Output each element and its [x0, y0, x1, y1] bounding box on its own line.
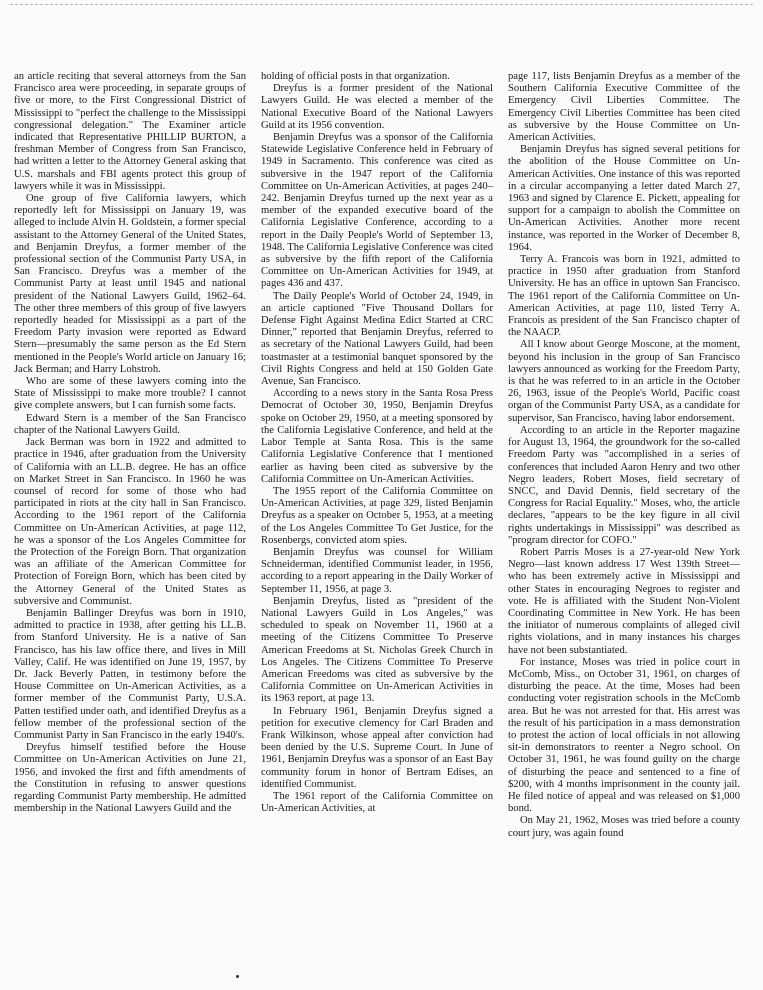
scan-speck	[236, 975, 239, 978]
paragraph: Benjamin Ballinger Dreyfus was born in 1910, admitted to practice in 1938, after getting his LL.B. from Stanford University. He is a native of San Francisco, has his law office there, and lives in Mill Valley, Calif. He was identified on June 19, 1957, by Dr. Jack Beverly Patten, in testimony before the House Committee on Un-American Activities, as a former member of the Communist Party, U.S.A. Patten testified under oath, and identified Dreyfus as a fellow member of the professional section of the Communist Party in San Francisco in the early 1940's.	[14, 607, 246, 741]
paragraph: For instance, Moses was tried in police court in McComb, Miss., on October 31, 1961, on charges of disturbing the peace. At the time, Moses had been conducting voter registration schools in the McComb area. But he was not arrested for that. His arrest was the result of his participation in a mass demonstration to protest the action of local officials in not allowing sit-in demonstrators to reenter a Negro school. On October 31, 1961, he was found guilty on the charge of disturbing the peace and sentenced to a fine of $200, with 4 months imprisonment in the county jail. He filed notice of appeal and was released on $1,000 bond.	[508, 656, 740, 815]
paragraph: Dreyfus himself testified before the House Committee on Un-American Activities on June 21, 1956, and invoked the first and fifth amendments of the Constitution in refusing to answer questions regarding Communist Party membership. He admitted membership in the National Lawyers Guild and the	[14, 742, 246, 815]
top-border-line	[10, 4, 753, 5]
paragraph: The 1955 report of the California Committee on Un-American Activities, at page 329, listed Benjamin Dreyfus as a speaker on October 5, 1953, at a meeting of the Los Angeles Committee To Get Justice, for the Rosenbergs, convicted atom spies.	[261, 485, 493, 546]
paragraph: Robert Parris Moses is a 27-year-old New York Negro—last known address 17 West 139th Street—who has been extremely active in Mississippi and other States in encouraging Negroes to register and vote. He is affiliated with the Student Non-Violent Coordinating Committee in New York. He has been the initiator of numerous complaints of alleged civil rights violations, and in many instances his charges have not been substantiated.	[508, 546, 740, 656]
paragraph: an article reciting that several attorneys from the San Francisco area were proceeding, in separate groups of five or more, to the First Congressional District of Mississippi to "perfect the challenge to the Mississippi congressional delegation." The Examiner article indicated that Representative PHILLIP BURTON, a freshman Member of Congress from San Francisco, had written a letter to the Attorney General asking that U.S. marshals and FBI agents protect this group of lawyers while it was in Mississippi.	[14, 71, 246, 192]
paragraph: holding of official posts in that organization.	[261, 71, 450, 82]
paragraph: Benjamin Dreyfus, listed as "president of the National Lawyers Guild in Los Angeles," was scheduled to speak on November 11, 1960 at a meeting of the Citizens Committee To Preserve American Freedoms at St. Nicholas Greek Church in Los Angeles. The Citizens Committee To Preserve American Freedoms was cited as subversive by the California Committee on Un-American Activities in its 1963 report, at page 13.	[261, 595, 493, 705]
paragraph: According to an article in the Reporter magazine for August 13, 1964, the groundwork for the so-called Freedom Party was "accomplished in a series of conferences that included Aaron Henry and two other Negro leaders, Robert Moses, field secretary of SNCC, and David Dennis, field secretary of the Congress for Racial Equality." Moses, who, the article declares, "appears to be the key figure in all civil rights undertakings in Mississippi" was described as "program director for COFO."	[508, 424, 740, 546]
paragraph: Who are some of these lawyers coming into the State of Mississippi to make more trouble? I cannot give complete answers, but I can furnish some facts.	[14, 376, 246, 412]
column-left	[14, 71, 246, 815]
paragraph: The 1961 report of the California Committee on Un-American Activities, at	[261, 790, 493, 815]
paragraph: Dreyfus is a former president of the National Lawyers Guild. He was elected a member of the National Executive Board of the National Lawyers Guild at its 1956 convention.	[261, 83, 493, 131]
paragraph: According to a news story in the Santa Rosa Press Democrat of October 30, 1950, Benjamin Dreyfus spoke on October 29, 1950, at a meeting sponsored by the California Legislative Conference, and held at the Labor Temple at Santa Rosa. This is the same California Legislative Conference that I mentioned earlier as having been cited as subversive by the California Committee on Un-American Activities.	[261, 388, 493, 485]
paragraph: All I know about George Moscone, at the moment, beyond his inclusion in the group of San Francisco lawyers announced as working for the Freedom Party, is that he was referred to in an article in the October 26, 1963, issue of the People's World, Pacific coast organ of the Communist Party USA, as a candidate for supervisor, San Francisco, having labor endorsement.	[508, 339, 740, 424]
paragraph: One group of five California lawyers, which reportedly left for Mississippi on January 19, was alleged to include Alvin H. Goldstein, a former special assistant to the Attorney General of the United States, and Benjamin Dreyfus, a former member of the professional section of the Communist Party USA, in San Francisco. Dreyfus was a member of the Communist Party at least until 1945 and national president of the National Lawyers Guild, 1962–64. The other three members of this group of five lawyers reportedly headed for Mississippi as a part of the Freedom Party invasion were reported as Edward Stern—presumably the same person as the Ed Stern mentioned in the People's World article on January 16; Jack Berman; and Harry Lohstroh.	[14, 193, 246, 375]
column-middle	[261, 71, 493, 815]
paragraph: Terry A. Francois was born in 1921, admitted to practice in 1950 after graduation from Stanford University. He has an office in uptown San Francisco. The 1961 report of the California Committee on Un-American Activities, at page 110, listed Terry A. Francois as president of the San Francisco chapter of the NAACP.	[508, 254, 740, 339]
paragraph: The Daily People's World of October 24, 1949, in an article captioned "Five Thousand Dollars for Defense Fight Against Medina Edict Started at CRC Dinner," reported that Benjamin Dreyfus, referred to as secretary of the National Lawyers Guild, had been toastmaster at a testimonial banquet sponsored by the Civil Rights Congress and held at 150 Golden Gate Avenue, San Francisco.	[261, 290, 493, 388]
paragraph: In February 1961, Benjamin Dreyfus signed a petition for executive clemency for Carl Braden and Frank Wilkinson, whose appeal after conviction had been denied by the U.S. Supreme Court. In June of 1961, Benjamin Dreyfus was a sponsor of an East Bay community forum in honor of Bertram Edises, an identified Communist.	[261, 705, 493, 790]
paragraph: Benjamin Dreyfus has signed several petitions for the abolition of the House Committee on Un-American Activities. One instance of this was reported in a circular accompanying a letter dated March 27, 1963 and signed by Clarence E. Pickett, appealing for support for a campaign to abolish the Committee on Un-American Activities. Another more recent instance, was reported in the Worker of December 8, 1964.	[508, 144, 740, 253]
paragraph: Benjamin Dreyfus was a sponsor of the California Statewide Legislative Conference held in February of 1949 in Sacramento. This conference was cited as subversive in the 1947 report of the California Committee on Un-American Activities, at pages 240–242. Benjamin Dreyfus turned up the next year as a member of the expanded executive board of the California Legislative Conference, according to a report in the Daily People's World of September 13, 1948. The California Legislative Conference was cited as subversive by the fifth report of the California Committee on Un-American Activities for 1949, at pages 436 and 437.	[261, 132, 493, 290]
column-right	[508, 71, 740, 840]
paragraph: Benjamin Dreyfus was counsel for William Schneiderman, identified Communist leader, in 1956, according to a report appearing in the Daily Worker of September 11, 1956, at page 3.	[261, 546, 493, 595]
paragraph: On May 21, 1962, Moses was tried before a county court jury, was again found	[508, 815, 740, 839]
paragraph: page 117, lists Benjamin Dreyfus as a member of the Southern California Executive Committee of the Emergency Civil Liberties Committee. The Emergency Civil Liberties Committee has been cited as subversive by the House Committee on Un-American Activities.	[508, 71, 740, 144]
paragraph: Edward Stern is a member of the San Francisco chapter of the National Lawyers Guild.	[14, 412, 246, 436]
paragraph: Jack Berman was born in 1922 and admitted to practice in 1946, after graduation from the University of California with an LL.B. degree. He has an office on Market Street in San Francisco. In 1960 he was counsel of record for some of those who had participated in riots at the city hall in San Francisco. According to the 1961 report of the California Committee on Un-American Activities, at page 112, he was a sponsor of the Los Angeles Committee for the Protection of the Foreign Born. That organization was an affiliate of the American Committee for Protection of Foreign Born, which has been cited by the Attorney General of the United States as subversive and Communist.	[14, 437, 246, 607]
